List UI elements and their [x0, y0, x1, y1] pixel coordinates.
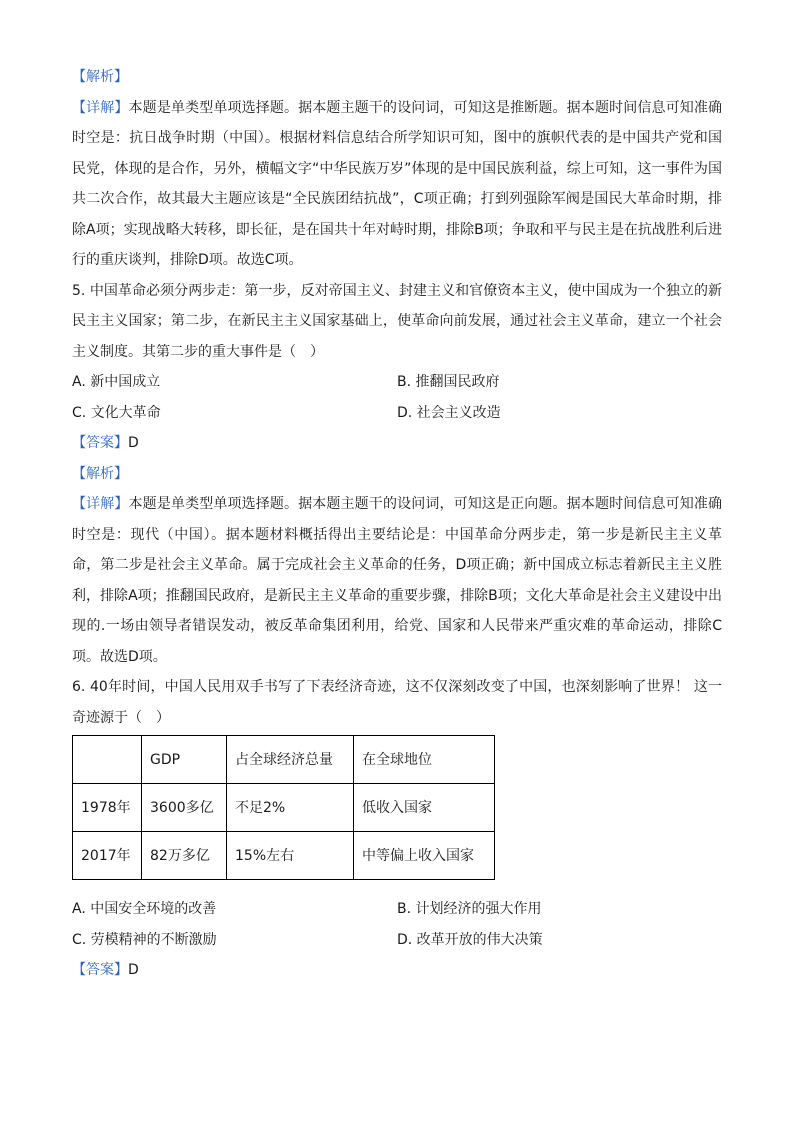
table-header-cell: 占全球经济总量	[227, 736, 354, 784]
analysis-tag: 【解析】	[72, 465, 128, 482]
table-cell: 低收入国家	[354, 784, 495, 832]
q5-options	[72, 367, 722, 428]
table-row	[73, 784, 495, 832]
answer-tag: 【答案】	[72, 435, 128, 451]
analysis-tag: 【解析】	[72, 69, 128, 85]
q6-options	[72, 894, 722, 955]
q6-answer	[72, 955, 722, 986]
table-cell: 中等偏上收入国家	[354, 832, 495, 880]
detail-tag: 【详解】	[72, 99, 129, 116]
q5-option-d: D. 社会主义改造	[397, 404, 501, 421]
table-cell: 不足2%	[227, 784, 354, 832]
q5-detail-text: 本题是单类型单项选择题。据本题主题干的设问词，可知这是正向题。据本题时间信息可知准确时空是：现代（中国）。据本题材料概括得出主要结论是：中国革命分两步走，第一步是新民主主义革命，第二步是社会主义革命。属于完成社会主义革命的任务，D项正确；新中国成立标志着新民主主义胜利，排除A项；推翻国民政府，是新民主主义革命的重要步骤，排除B项；文化大革命是社会主义建设中出现的.一场由领导者错误发动，被反革命集团利用，给党、国家和人民带来严重灾难的革命运动，排除C项。故选D项。	[72, 496, 723, 665]
detail-tag: 【详解】	[72, 496, 129, 512]
q5-analysis-heading	[72, 459, 722, 490]
q5-option-c: C. 文化大革命	[72, 404, 161, 421]
q5-stem: 5. 中国革命必须分两步走：第一步，反对帝国主义、封建主义和官僚资本主义，使中国成为一个独立的新民主主义国家；第二步，在新民主主义国家基础上，使革命向前发展，通过社会主义革命，建立一个社会主义制度。其第二步的重大事件是（ ）	[72, 282, 722, 360]
gdp-table	[72, 735, 495, 880]
q6-option-a: A. 中国安全环境的改善	[72, 901, 217, 917]
q6-stem: 6. 40年时间，中国人民用双手书写了下表经济奇迹，这不仅深刻改变了中国，也深刻影响了世界！ 这一奇迹源于（ ）	[72, 679, 722, 726]
answer-tag: 【答案】	[72, 962, 128, 978]
table-cell: 3600多亿	[142, 784, 227, 832]
table-header-cell: GDP	[142, 736, 227, 784]
table-header-row	[73, 736, 495, 784]
q5-answer-value: D	[128, 435, 139, 451]
table-cell: 82万多亿	[142, 832, 227, 880]
q6-option-b: B. 计划经济的强大作用	[397, 901, 542, 917]
q4-detail-text: 本题是单类型单项选择题。据本题主题干的设问词，可知这是推断题。据本题时间信息可知准确时空是：抗日战争时期（中国）。根据材料信息结合所学知识可知，图中的旗帜代表的是中国共产党和国民党，体现的是合作，另外，横幅文字“中华民族万岁”体现的是中国民族利益，综上可知，这一事件为国共二次合作，故其最大主题应该是“全民族团结抗战”，C项正确；打到列强除军阀是国民大革命时期，排除A项；实现战略大转移，即长征，是在国共十年对峙时期，排除B项；争取和平与民主是在抗战胜利后进行的重庆谈判，排除D项。故选C项。	[72, 99, 723, 268]
q4-detail	[72, 93, 722, 276]
table-cell: 15%左右	[227, 832, 354, 880]
q4-analysis-heading	[72, 62, 722, 93]
q5-detail	[72, 489, 722, 672]
q5-answer	[72, 428, 722, 459]
table-header-cell	[73, 736, 142, 784]
q5-option-b: B. 推翻国民政府	[397, 374, 500, 390]
table-header-cell: 在全球地位	[354, 736, 495, 784]
table-row	[73, 832, 495, 880]
table-cell: 1978年	[73, 784, 142, 832]
document-page	[72, 62, 722, 986]
table-cell: 2017年	[73, 832, 142, 880]
q6-answer-value: D	[128, 962, 139, 978]
q5-option-a: A. 新中国成立	[72, 374, 161, 390]
q6-option-d: D. 改革开放的伟大决策	[397, 931, 543, 948]
q6-option-c: C. 劳模精神的不断激励	[72, 931, 217, 948]
